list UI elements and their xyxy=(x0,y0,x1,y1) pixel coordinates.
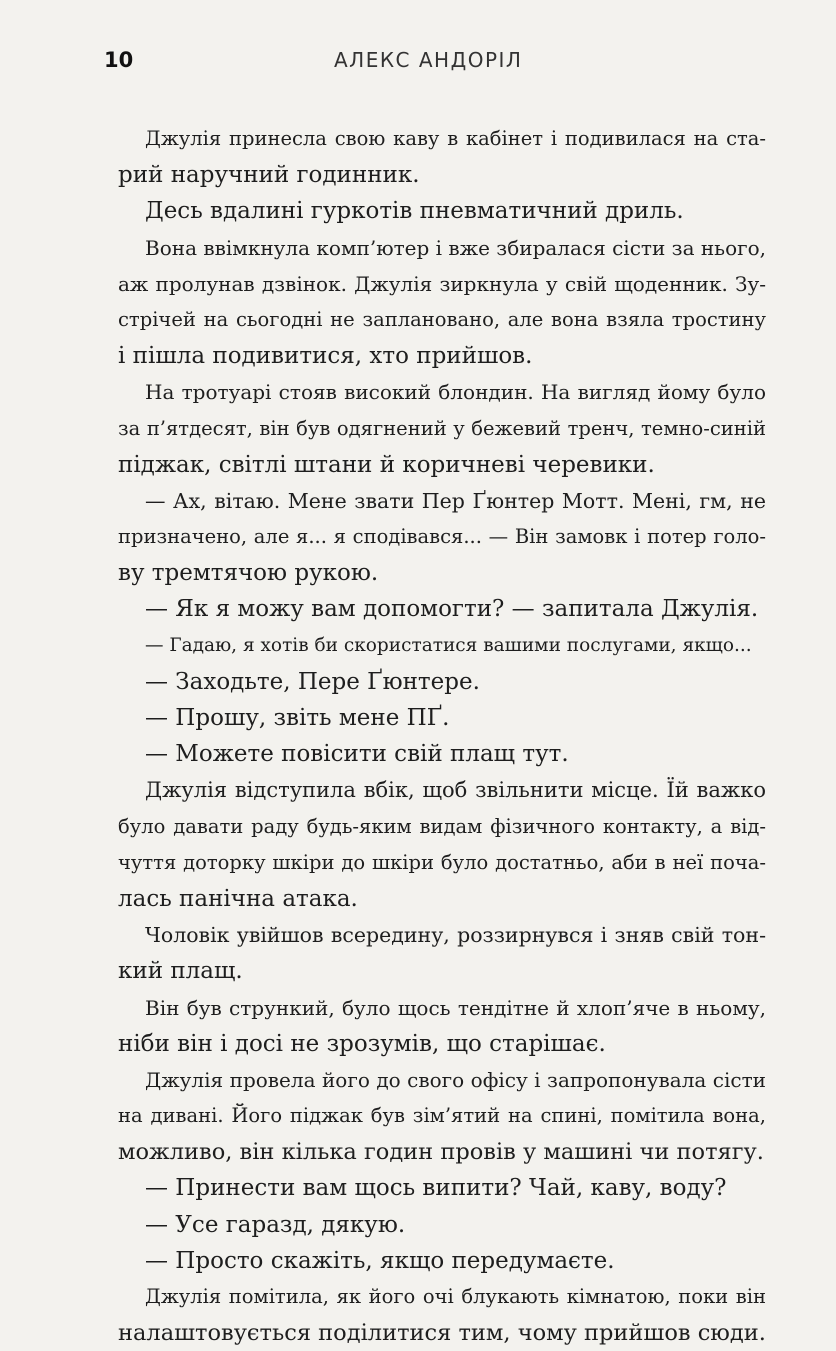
text-line: Вона ввімкнула комп’ютер і вже збиралася сісти за нього, xyxy=(145,235,766,260)
text-line: Джулія відступила вбік, щоб звільнити місце. Їй важко xyxy=(145,778,766,803)
text-line: кий плащ. xyxy=(118,958,243,985)
text-line: рий наручний годинник. xyxy=(118,162,420,189)
text-line: — Заходьте, Пере Ґюнтере. xyxy=(145,668,480,695)
text-line: налаштовується поділитися тим, чому прийшов сюди. xyxy=(118,1320,766,1347)
text-line: На тротуарі стояв високий блондин. На вигляд йому було xyxy=(145,380,766,405)
text-line: було давати раду будь-яким видам фізичного контакту, а від- xyxy=(118,814,766,838)
text-line: Джулія помітила, як його очі блукають кімнатою, поки він xyxy=(145,1285,766,1308)
text-line: на дивані. Його піджак був зім’ятий на спині, помітила вона, xyxy=(118,1104,766,1128)
text-line: — Гадаю, я хотів би скористатися вашими послугами, якщо... xyxy=(145,634,752,656)
text-line: можливо, він кілька годин провів у машині чи потягу. xyxy=(118,1139,764,1166)
text-line: піджак, світлі штани й коричневі черевики. xyxy=(118,451,655,478)
page-header xyxy=(104,46,764,74)
text-line: Джулія принесла свою каву в кабінет і подивилася на ста- xyxy=(145,127,766,150)
text-line: ву тремтячою рукою. xyxy=(118,560,379,587)
running-head-author: АЛЕКС АНДОРІЛ xyxy=(334,48,523,72)
text-line: чуття доторку шкіри до шкіри було достатньо, аби в неї поча- xyxy=(118,850,766,874)
text-line: Джулія провела його до свого офісу і запропонувала сісти xyxy=(145,1067,766,1092)
text-line: стрічей на сьогодні не заплановано, але вона взяла тростину xyxy=(118,307,766,331)
page-number: 10 xyxy=(104,48,134,72)
text-line: Десь вдалині гуркотів пневматичний дриль. xyxy=(145,198,684,225)
text-line: за п’ятдесят, він був одягнений у бежевий тренч, темно-синій xyxy=(118,416,766,440)
text-line: — Можете повісити свій плащ тут. xyxy=(145,741,569,768)
text-line: — Прошу, звіть мене ПҐ. xyxy=(145,705,450,731)
text-line: — Ах, вітаю. Мене звати Пер Ґюнтер Мотт. Мені, гм, не xyxy=(145,488,766,513)
text-line: і пішла подивитися, хто прийшов. xyxy=(118,343,533,370)
text-line: аж пролунав дзвінок. Джулія зиркнула у свій щоденник. Зу- xyxy=(118,271,766,296)
text-line: Чоловік увійшов всередину, роззирнувся і зняв свій тон- xyxy=(145,923,766,948)
text-line: — Просто скажіть, якщо передумаєте. xyxy=(145,1247,615,1274)
text-line: призначено, але я... я сподівався... — Він замовк і потер голо- xyxy=(118,525,766,549)
text-line: — Усе гаразд, дякую. xyxy=(145,1211,406,1238)
text-line: — Принести вам щось випити? Чай, каву, воду? xyxy=(145,1175,727,1202)
text-line: лась панічна атака. xyxy=(118,885,358,912)
text-line: Він був стрункий, було щось тендітне й хлоп’яче в ньому, xyxy=(145,995,766,1020)
text-line: ніби він і досі не зрозумів, що старішає. xyxy=(118,1030,606,1057)
text-line: — Як я можу вам допомогти? — запитала Джулія. xyxy=(145,596,759,623)
body-text xyxy=(118,121,766,1351)
